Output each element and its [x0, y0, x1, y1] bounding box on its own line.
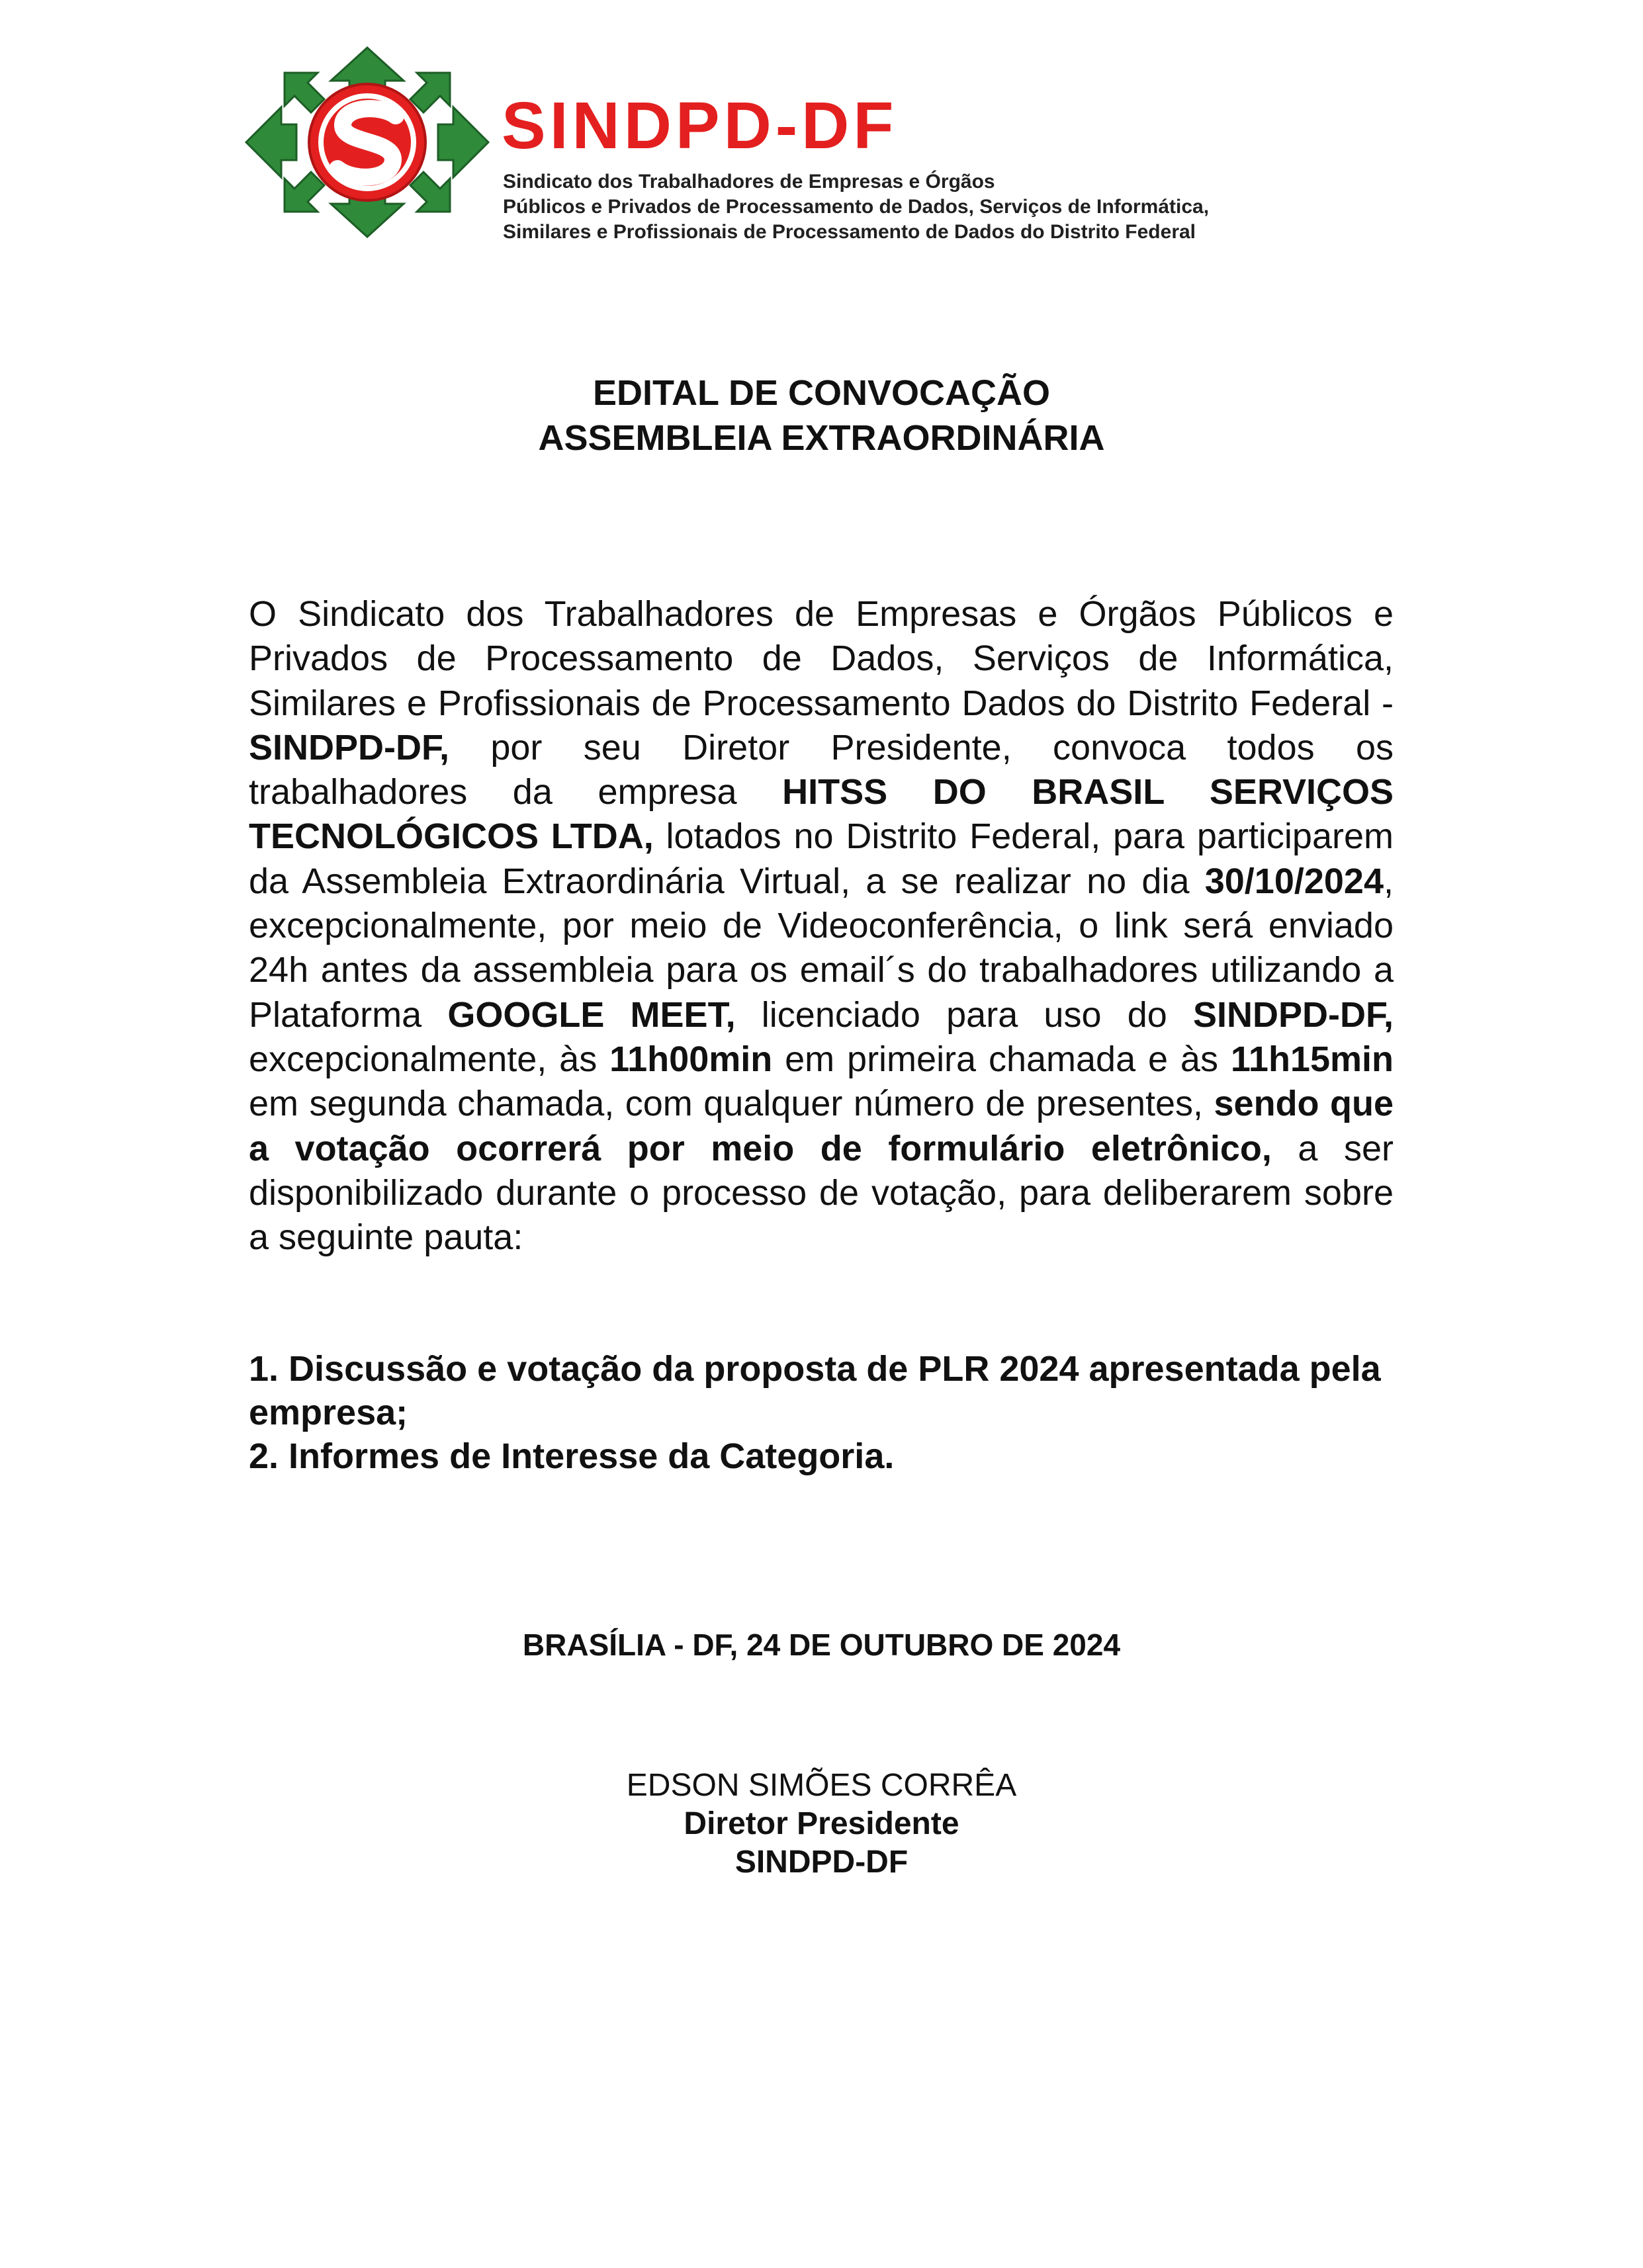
letterhead	[245, 46, 1535, 245]
body-text-3: lotados no Distrito Federal, para participarem da Assembleia Extraordinária Virtual, a se realizar no dia	[249, 816, 1394, 901]
title-line-2: ASSEMBLEIA EXTRAORDINÁRIA	[538, 418, 1105, 458]
title-line-1: EDITAL DE CONVOCAÇÃO	[592, 373, 1051, 413]
signer-org: SINDPD-DF	[734, 1845, 909, 1880]
body-text-5: licenciado para uso do	[735, 994, 1193, 1035]
body-org-bold-2: SINDPD-DF,	[1192, 994, 1394, 1035]
signature-block	[0, 1766, 1643, 1882]
body-org-bold: SINDPD-DF,	[249, 727, 450, 767]
body-text-6: excepcionalmente, às	[249, 1039, 610, 1079]
date-line: BRASÍLIA - DF, 24 DE OUTUBRO DE 2024	[522, 1628, 1121, 1662]
signer-name: EDSON SIMÕES CORRÊA	[626, 1768, 1017, 1803]
body-text-7: em primeira chamada e às	[772, 1039, 1231, 1079]
body-platform-bold: GOOGLE MEET,	[447, 994, 736, 1035]
body-vote-bold: sendo que a votação ocorrerá por meio de formulário eletrônico,	[249, 1084, 1394, 1168]
agenda-item-2: 2. Informes de Interesse da Categoria.	[249, 1436, 895, 1476]
body-text-1: O Sindicato dos Trabalhadores de Empresas e Órgãos Públicos e Privados de Processamento de Dados, Serviços de Informática, Similares e Profissionais de Processamento Dados do Distrito Federal -	[249, 594, 1394, 723]
agenda-list	[249, 1347, 1394, 1478]
body-time1-bold: 11h00min	[609, 1039, 773, 1079]
body-time2-bold: 11h15min	[1230, 1039, 1394, 1079]
org-name-text: SINDPD-DF	[502, 89, 898, 163]
org-description-line-1: Sindicato dos Trabalhadores de Empresas e Órgãos	[503, 171, 995, 193]
signer-role: Diretor Presidente	[684, 1806, 959, 1841]
body-company-bold: HITSS DO BRASIL SERVIÇOS TECNOLÓGICOS LTDA,	[249, 772, 1394, 857]
convocation-paragraph	[249, 592, 1394, 1260]
body-text-2: por seu Diretor Presidente, convoca todos os trabalhadores da empresa	[249, 727, 1394, 812]
org-description-line-2: Públicos e Privados de Processamento de Dados, Serviços de Informática,	[503, 196, 1210, 218]
body-text-4: , excepcionalmente, por meio de Videoconferência, o link será enviado 24h antes da assembleia para os email´s do trabalhadores utilizando a Plataforma	[249, 861, 1394, 1035]
document-title	[0, 371, 1643, 460]
body-text-9: a ser disponibilizado durante o processo de votação, para deliberarem sobre a seguinte pauta:	[249, 1128, 1394, 1258]
org-name	[502, 89, 898, 163]
body-text-8: em segunda chamada, com qualquer número de presentes,	[249, 1084, 1214, 1124]
org-description	[503, 169, 1209, 245]
org-description-line-3: Similares e Profissionais de Processamento de Dados do Distrito Federal	[503, 221, 1196, 243]
sindpd-logo-icon	[245, 46, 490, 238]
agenda-item-1: 1. Discussão e votação da proposta de PLR 2024 apresentada pela empresa;	[249, 1349, 1381, 1432]
body-date-bold: 30/10/2024	[1204, 861, 1384, 901]
